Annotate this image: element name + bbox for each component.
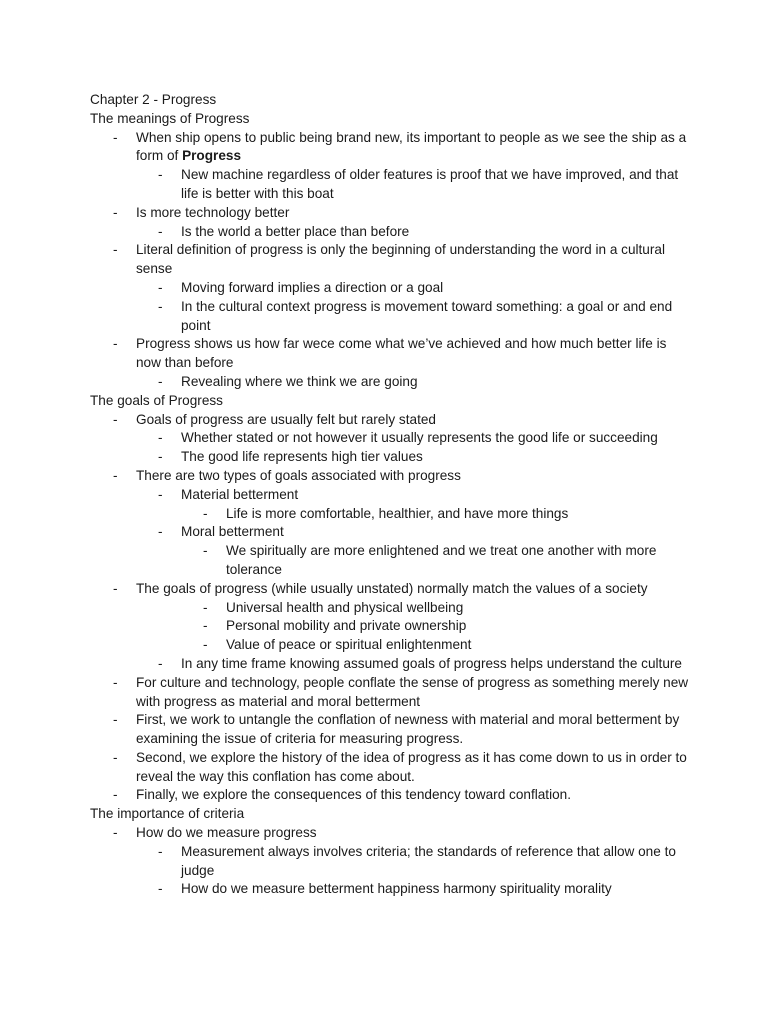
line-text: Measurement always involves criteria; the standards of reference that allow one to judge <box>181 843 676 878</box>
bullet-dash: - <box>203 599 208 615</box>
bullet-item <box>90 580 690 599</box>
line-text: We spiritually are more enlightened and we treat one another with more tolerance <box>226 543 657 577</box>
bullet-dash: - <box>113 411 118 427</box>
bullet-item <box>90 241 690 279</box>
bullet-dash: - <box>158 223 163 239</box>
line-text: Finally, we explore the consequences of this tendency toward conflation. <box>136 787 571 803</box>
line-text: The importance of criteria <box>90 806 245 822</box>
line-text: The good life represents high tier values <box>181 449 423 465</box>
bullet-dash: - <box>158 373 163 389</box>
section-heading <box>90 110 690 129</box>
document-body <box>90 91 690 899</box>
bullet-item <box>90 824 690 843</box>
line-text: Moral betterment <box>181 524 284 540</box>
line-text: Is more technology better <box>136 204 290 220</box>
bullet-item <box>90 617 690 636</box>
bullet-item <box>90 223 690 242</box>
bullet-dash: - <box>158 881 163 897</box>
line-text: In the cultural context progress is movement toward something: a goal or and end point <box>181 298 673 333</box>
bullet-item <box>90 749 690 787</box>
line-text: Revealing where we think we are going <box>181 373 418 389</box>
bullet-item <box>90 166 690 204</box>
bullet-item <box>90 448 690 467</box>
bullet-dash: - <box>113 580 118 596</box>
line-text: The goals of Progress <box>90 392 223 408</box>
bullet-item <box>90 843 690 881</box>
bullet-item <box>90 411 690 430</box>
line-text: When ship opens to public being brand new, its important to people as we see the ship as a form of <box>136 129 687 164</box>
bullet-item <box>90 129 690 167</box>
bullet-dash: - <box>203 618 208 634</box>
bullet-item <box>90 204 690 223</box>
line-text: There are two types of goals associated with progress <box>136 467 461 483</box>
line-text: First, we work to untangle the conflation of newness with material and moral betterment by examining the issue of criteria for measuring progress. <box>136 712 680 747</box>
bullet-item <box>90 786 690 805</box>
bullet-dash: - <box>113 242 118 258</box>
bullet-dash: - <box>113 825 118 841</box>
bullet-item <box>90 486 690 505</box>
line-text: Personal mobility and private ownership <box>226 618 467 634</box>
line-text: In any time frame knowing assumed goals of progress helps understand the culture <box>181 655 682 671</box>
line-text: Moving forward implies a direction or a goal <box>181 279 444 295</box>
bullet-dash: - <box>203 637 208 653</box>
section-heading <box>90 805 690 824</box>
line-text: Chapter 2 - Progress <box>90 92 217 107</box>
bullet-item <box>90 599 690 618</box>
line-text: Literal definition of progress is only the beginning of understanding the word in a cultural sense <box>136 242 665 277</box>
bullet-item <box>90 429 690 448</box>
line-text: Universal health and physical wellbeing <box>226 599 464 615</box>
line-text: Whether stated or not however it usually represents the good life or succeeding <box>181 430 658 446</box>
bullet-item <box>90 279 690 298</box>
bold-term: Progress <box>182 148 242 164</box>
bullet-dash: - <box>158 449 163 465</box>
line-text: Is the world a better place than before <box>181 223 410 239</box>
bullet-item <box>90 674 690 712</box>
bullet-item <box>90 505 690 524</box>
section-heading <box>90 91 690 110</box>
line-text: Progress shows us how far wece come what we’ve achieved and how much better life is now than before <box>136 336 667 371</box>
bullet-dash: - <box>158 430 163 446</box>
line-text: Life is more comfortable, healthier, and have more things <box>226 505 569 521</box>
bullet-dash: - <box>113 129 118 145</box>
line-text: How do we measure progress <box>136 825 317 841</box>
line-text: How do we measure betterment happiness harmony spirituality morality <box>181 881 612 897</box>
bullet-dash: - <box>158 279 163 295</box>
bullet-dash: - <box>113 467 118 483</box>
bullet-dash: - <box>203 543 208 559</box>
section-heading <box>90 392 690 411</box>
bullet-dash: - <box>113 204 118 220</box>
bullet-dash: - <box>113 787 118 803</box>
bullet-item <box>90 542 690 580</box>
line-text: The goals of progress (while usually unstated) normally match the values of a society <box>136 580 648 596</box>
bullet-dash: - <box>113 749 118 765</box>
bullet-dash: - <box>158 524 163 540</box>
bullet-item <box>90 335 690 373</box>
bullet-item <box>90 298 690 336</box>
line-text: Material betterment <box>181 486 299 502</box>
bullet-dash: - <box>113 674 118 690</box>
bullet-dash: - <box>158 486 163 502</box>
line-text: Goals of progress are usually felt but rarely stated <box>136 411 436 427</box>
bullet-dash: - <box>158 655 163 671</box>
line-text: For culture and technology, people conflate the sense of progress as something merely new with progress as material and moral betterment <box>136 674 689 709</box>
bullet-dash: - <box>158 298 163 314</box>
line-text: Value of peace or spiritual enlightenment <box>226 637 472 653</box>
bullet-dash: - <box>113 712 118 728</box>
line-text: The meanings of Progress <box>90 110 250 126</box>
bullet-dash: - <box>158 167 163 183</box>
bullet-item <box>90 523 690 542</box>
bullet-dash: - <box>158 843 163 859</box>
bullet-dash: - <box>113 336 118 352</box>
bullet-item <box>90 711 690 749</box>
bullet-item <box>90 467 690 486</box>
bullet-item <box>90 655 690 674</box>
line-text: Second, we explore the history of the idea of progress as it has come down to us in order to reveal the way this conflation has come about. <box>136 749 687 784</box>
bullet-item <box>90 373 690 392</box>
bullet-item <box>90 880 690 899</box>
bullet-item <box>90 636 690 655</box>
line-text: New machine regardless of older features is proof that we have improved, and that life is better with this boat <box>181 167 679 201</box>
bullet-dash: - <box>203 505 208 521</box>
